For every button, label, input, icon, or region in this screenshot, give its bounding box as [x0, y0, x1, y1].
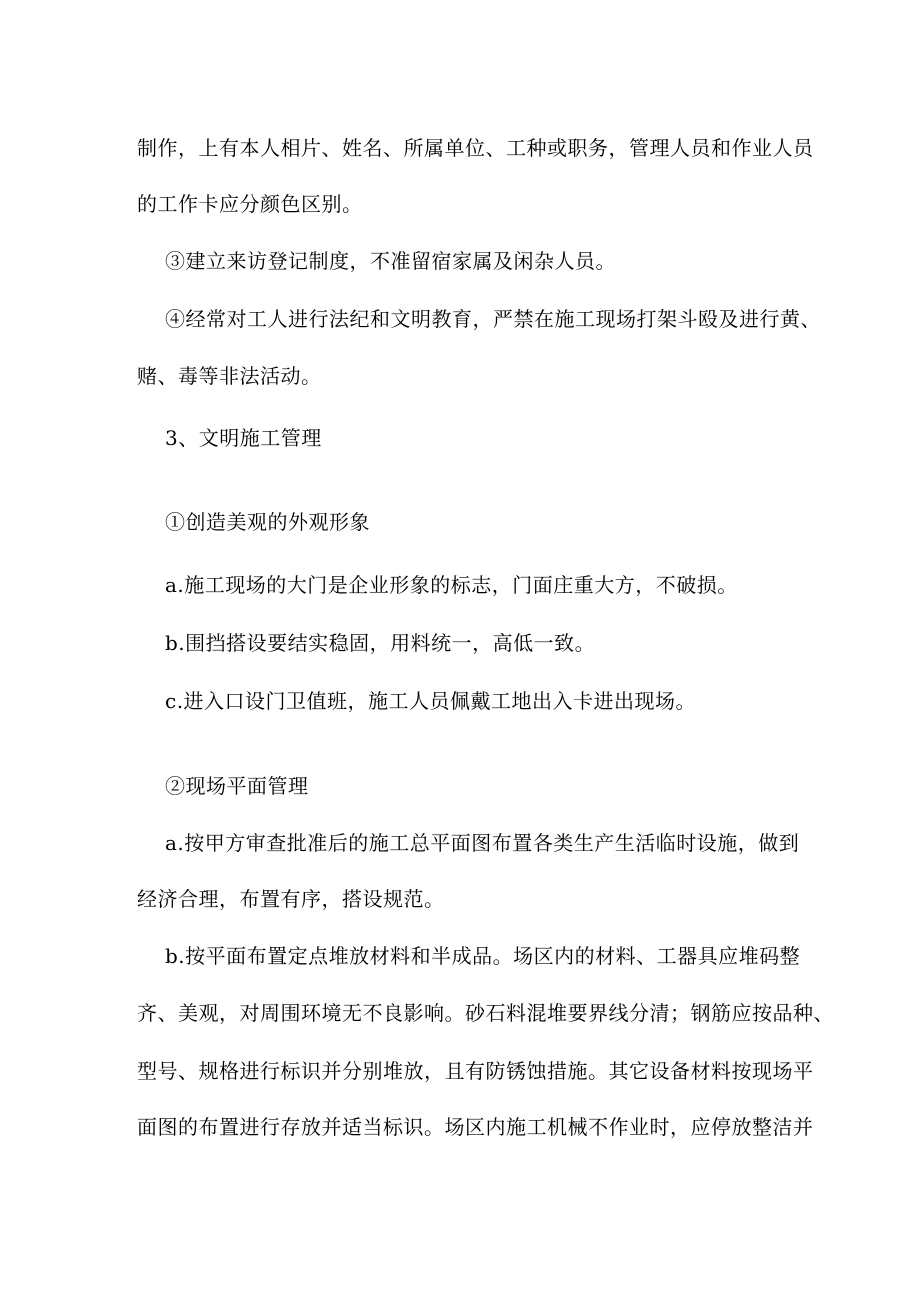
text-line: a.施工现场的大门是企业形象的标志，门面庄重大方，不破损。 [165, 573, 738, 597]
section-heading: 3、文明施工管理 [165, 426, 322, 450]
text-line: 型号、规格进行标识并分别堆放，且有防锈蚀措施。其它设备材料按现场平 [137, 1059, 814, 1083]
text-line: 制作，上有本人相片、姓名、所属单位、工种或职务，管理人员和作业人员 [137, 136, 814, 160]
text-line: 齐、美观，对周围环境无不良影响。砂石料混堆要界线分清；钢筋应按品种、 [137, 1001, 834, 1025]
text-line: b.围挡搭设要结实稳固，用料统一，高低一致。 [165, 631, 596, 655]
text-line: 赌、毒等非法活动。 [137, 364, 322, 388]
subsection-heading: ②现场平面管理 [165, 774, 309, 798]
text-line: c.进入口设门卫值班，施工人员佩戴工地出入卡进出现场。 [165, 689, 697, 713]
text-line: b.按平面布置定点堆放材料和半成品。场区内的材料、工器具应堆码整 [165, 944, 801, 968]
text-line: ③建立来访登记制度，不准留宿家属及闲杂人员。 [165, 249, 616, 273]
text-line: 经济合理，布置有序，搭设规范。 [137, 887, 445, 911]
text-line: a.按甲方审查批准后的施工总平面图布置各类生产生活临时设施，做到 [165, 831, 800, 855]
text-line: 面图的布置进行存放并适当标识。场区内施工机械不作业时，应停放整洁并 [137, 1115, 814, 1139]
text-line: ④经常对工人进行法纪和文明教育，严禁在施工现场打架斗殴及进行黄、 [165, 307, 821, 331]
subsection-heading: ①创造美观的外观形象 [165, 510, 370, 534]
text-line: 的工作卡应分颜色区别。 [137, 192, 363, 216]
